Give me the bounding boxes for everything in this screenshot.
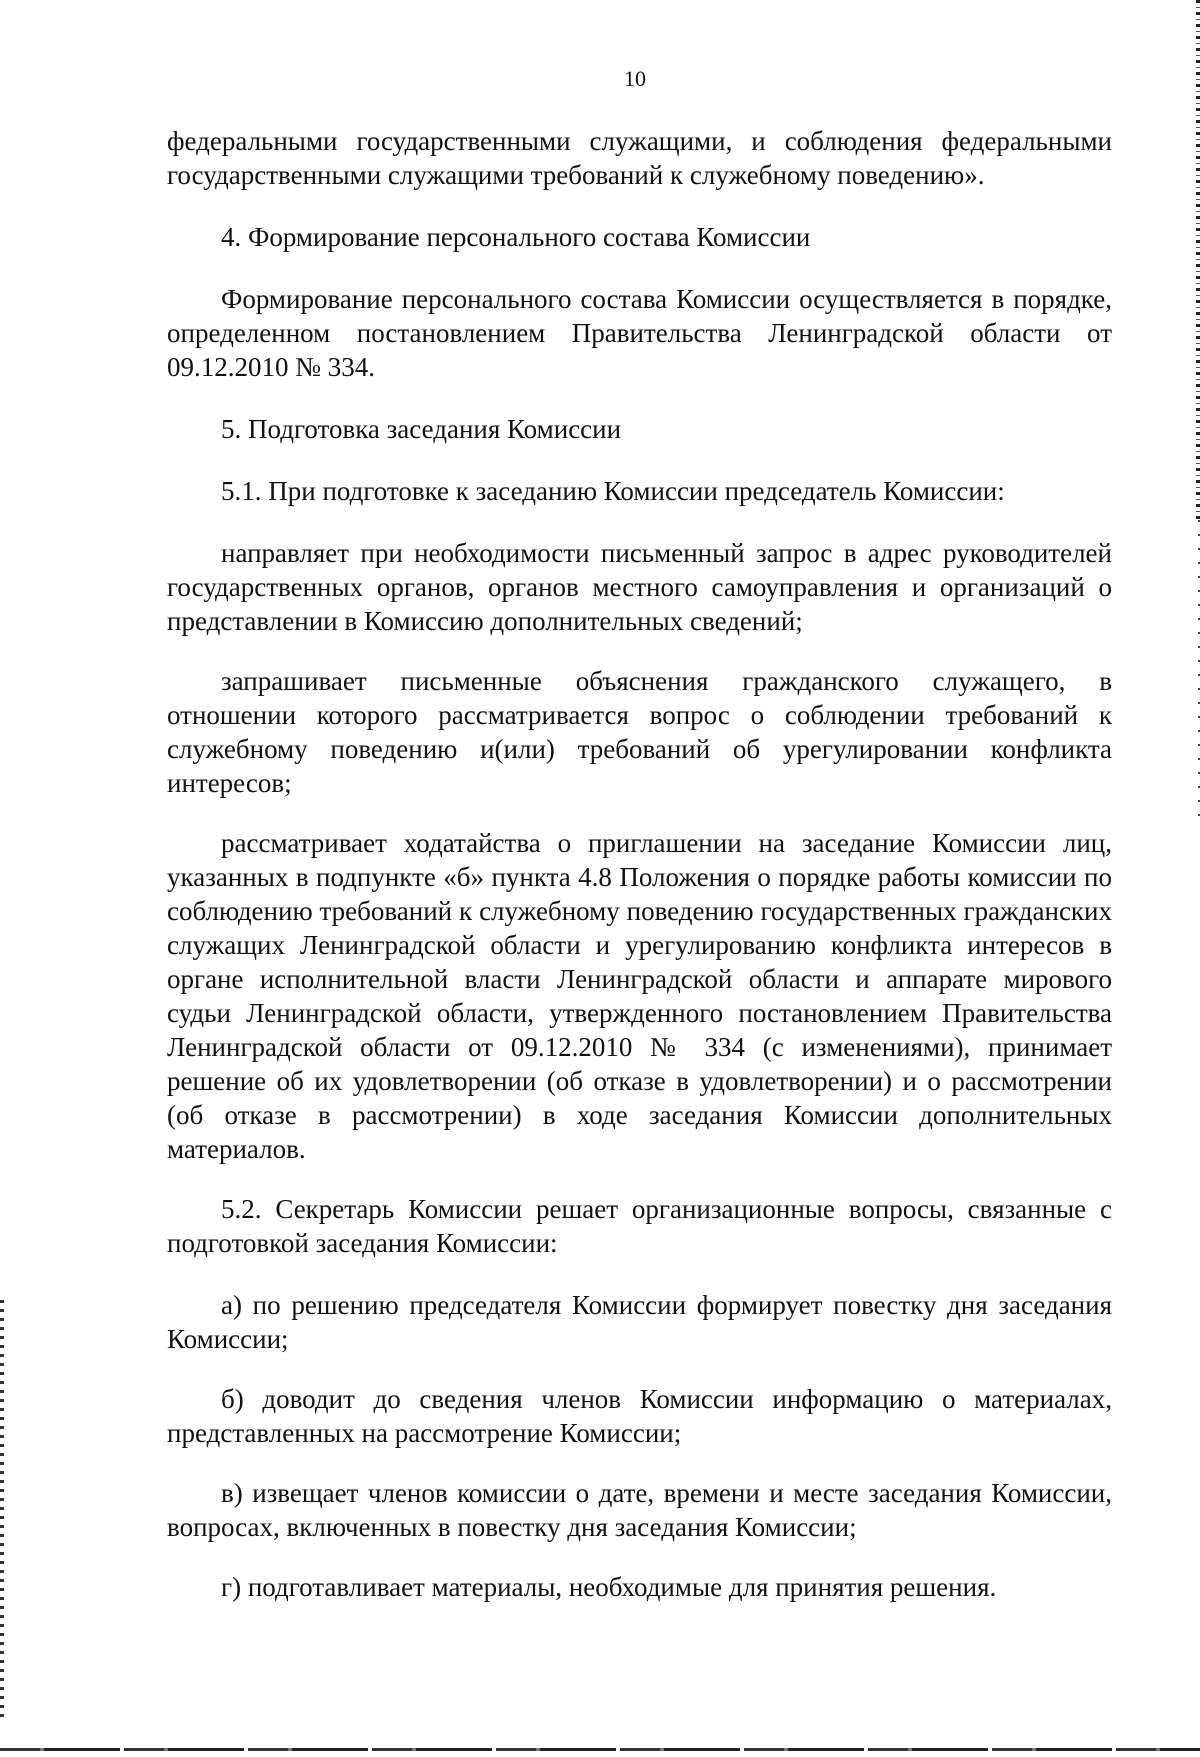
document-body	[167, 124, 1112, 1630]
paragraph-5-1: 5.1. При подготовке к заседанию Комиссии председатель Комиссии:	[221, 476, 1005, 506]
paragraph-5-1-item-2: запрашивает письменные объяснения гражданского служащего, в отношении которого рассматривается вопрос о соблюдении требований к служебному поведению и(или) требований об урегулировании конфликта интересов;	[167, 666, 1112, 798]
paragraph-5-1-item-3: рассматривает ходатайства о приглашении на заседание Комиссии лиц, указанных в подпункте «б» пункта 4.8 Положения о порядке работы комиссии по соблюдению требований к служебному поведению государственных гражданских служащих Ленинградской области и урегулированию конфликта интересов в органе исполнительной власти Ленинградской области и аппарате мирового судьи Ленинградской области, утвержденного постановлением Правительства Ленинградской области от 09.12.2010 № 334 (с изменениями), принимает решение об их удовлетворении (об отказе в удовлетворении) и о рассмотрении (об отказе в рассмотрении) в ходе заседания Комиссии дополнительных материалов.	[167, 828, 1112, 1164]
paragraph-4: Формирование персонального состава Комиссии осуществляется в порядке, определенном постановлением Правительства Ленинградской области от 09.12.2010 № 334.	[167, 284, 1112, 382]
paragraph-5-1-item-1: направляет при необходимости письменный запрос в адрес руководителей государственных органов, органов местного самоуправления и организаций о представлении в Комиссию дополнительных сведений;	[167, 538, 1112, 636]
paragraph-intro: федеральными государственными служащими, и соблюдения федеральными государственными служащими требований к служебному поведению».	[167, 126, 1112, 190]
paragraph-5-2: 5.2. Секретарь Комиссии решает организационные вопросы, связанные с подготовкой заседания Комиссии:	[167, 1194, 1112, 1258]
page-number: 10	[624, 66, 646, 91]
paragraph-5-2-item-c: в) извещает членов комиссии о дате, времени и месте заседания Комиссии, вопросах, включенных в повестку дня заседания Комиссии;	[167, 1478, 1112, 1542]
section-heading-4: 4. Формирование персонального состава Комиссии	[221, 222, 811, 252]
scan-edge-artifact	[0, 1748, 1200, 1751]
section-heading-5: 5. Подготовка заседания Комиссии	[221, 414, 622, 444]
paragraph-5-2-item-d: г) подготавливает материалы, необходимые для принятия решения.	[221, 1572, 997, 1602]
scan-edge-artifact	[0, 1300, 4, 1720]
paragraph-5-2-item-a: а) по решению председателя Комиссии формирует повестку дня заседания Комиссии;	[167, 1290, 1112, 1354]
paragraph-5-2-item-b: б) доводит до сведения членов Комиссии информацию о материалах, представленных на рассмотрение Комиссии;	[167, 1384, 1112, 1448]
